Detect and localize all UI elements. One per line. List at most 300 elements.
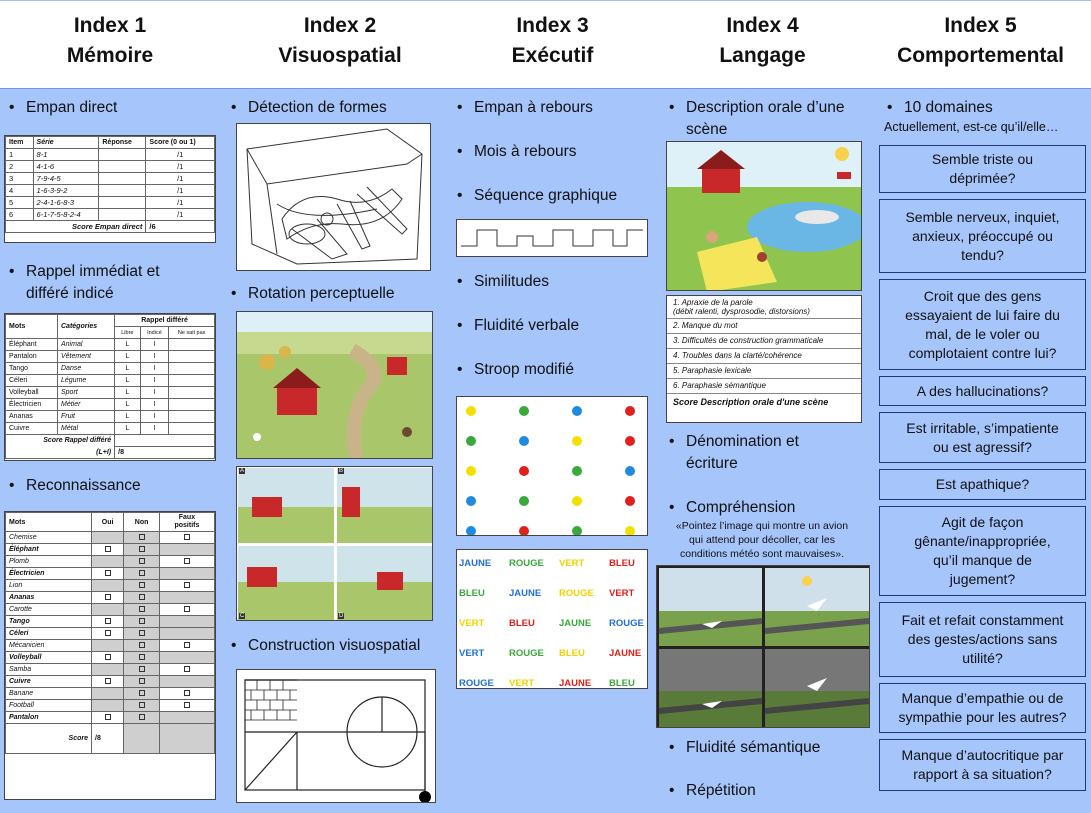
- stroop-word: BLEU: [609, 678, 635, 689]
- rappel-col-mots: Mots: [6, 315, 58, 339]
- behaviour-box: [879, 279, 1086, 370]
- recon-faux-cell: [159, 544, 214, 556]
- table-cell: Électricien: [6, 399, 58, 411]
- table-cell: 6: [6, 209, 34, 221]
- table-cell: [99, 209, 146, 221]
- square-wave-drawing: [457, 220, 648, 257]
- score-item-3: 3. Difficultés de construction grammaticale: [667, 334, 861, 349]
- stroop-dot: [572, 466, 582, 476]
- checkbox-icon[interactable]: [139, 642, 145, 648]
- recon-word: Ananas: [6, 592, 92, 604]
- option-label-c: C: [240, 613, 245, 619]
- stroop-dot: [625, 406, 635, 416]
- option-label-a: A: [240, 468, 245, 474]
- behaviour-line: Fait et refait constamment: [901, 612, 1064, 628]
- behaviour-box: [879, 683, 1086, 733]
- table-cell: /1: [146, 161, 215, 173]
- behaviour-line: Semble triste ou: [931, 151, 1034, 167]
- stroop-dot: [572, 526, 582, 536]
- stroop-dot: [625, 496, 635, 506]
- airplane-weather-images: [657, 566, 870, 728]
- recon-oui-cell: [92, 568, 124, 580]
- checkbox-icon[interactable]: [139, 558, 145, 564]
- recon-word: Volleyball: [6, 652, 92, 664]
- behaviour-box-text: [902, 746, 1064, 784]
- table-cell: I: [140, 375, 169, 387]
- table-cell: L: [115, 363, 140, 375]
- checkbox-icon[interactable]: [105, 678, 111, 684]
- sequence-graphique-image: [456, 219, 648, 257]
- table-cell: I: [140, 363, 169, 375]
- rappel-score-label: Score Rappel différé: [6, 435, 115, 447]
- behaviour-line: déprimée?: [949, 170, 1016, 186]
- empan-score-label: Score Empan direct: [6, 221, 146, 233]
- table-cell: /1: [146, 209, 215, 221]
- item-repetition: • Répétition: [664, 780, 756, 802]
- checkbox-icon[interactable]: [184, 582, 190, 588]
- header-index-1: [0, 11, 220, 71]
- table-cell: L: [115, 387, 140, 399]
- table-cell: 2-4-1-6-8-3: [33, 197, 99, 209]
- stroop-word: JAUNE: [509, 588, 542, 599]
- stroop-dot: [625, 436, 635, 446]
- header-index-5-title: Comportemental: [897, 44, 1064, 67]
- detection-formes-image: [236, 123, 431, 271]
- recon-word: Football: [6, 700, 92, 712]
- recon-faux-cell: [159, 712, 214, 724]
- table-cell: Ananas: [6, 411, 58, 423]
- item-description-orale: [664, 97, 845, 141]
- item-detection-formes: • Détection de formes: [226, 97, 387, 119]
- checkbox-icon[interactable]: [105, 654, 111, 660]
- table-row: [6, 616, 215, 628]
- description-line2: scène: [686, 121, 728, 138]
- header-index-3-number: Index 3: [516, 14, 589, 37]
- checkbox-icon[interactable]: [139, 714, 145, 720]
- checkbox-icon[interactable]: [139, 570, 145, 576]
- behaviour-line: complotaient contre lui?: [908, 344, 1057, 361]
- item-fluidite-semantique: • Fluidité sémantique: [664, 737, 820, 759]
- table-cell: Danse: [58, 363, 115, 375]
- col-serie: Série: [33, 137, 99, 149]
- table-cell: Fruit: [58, 411, 115, 423]
- stroop-word: BLEU: [609, 558, 635, 569]
- table-cell: L: [115, 339, 140, 351]
- table-cell: 5: [6, 197, 34, 209]
- header-index-3: [445, 11, 660, 71]
- checkbox-icon[interactable]: [139, 618, 145, 624]
- behaviour-box: [879, 739, 1086, 791]
- recon-word: Plomb: [6, 556, 92, 568]
- table-cell: [99, 185, 146, 197]
- table-row: [6, 197, 215, 209]
- stroop-dot: [466, 466, 476, 476]
- header-row: [0, 0, 1091, 88]
- recon-oui-cell: [92, 604, 124, 616]
- table-cell: [99, 161, 146, 173]
- recon-oui-cell: [92, 616, 124, 628]
- header-index-5-number: Index 5: [944, 14, 1017, 37]
- rappel-line2: différé indicé: [26, 285, 114, 302]
- behaviour-line: rapport à sa situation?: [913, 766, 1052, 782]
- stroop-word: VERT: [609, 588, 635, 599]
- behaviour-box: [879, 469, 1086, 500]
- quote-line3: conditions météo sont mauvaises».: [679, 548, 844, 560]
- recon-faux-cell: [159, 640, 214, 652]
- rappel-col-nsp: Ne sait pas: [169, 327, 215, 339]
- item-reconnaissance: • Reconnaissance: [4, 475, 141, 497]
- behaviour-question: Actuellement, est-ce qu’il/elle…: [884, 120, 1059, 134]
- comprehension-instruction: [656, 519, 868, 561]
- recon-non-cell: [124, 700, 160, 712]
- table-row: [6, 375, 215, 387]
- recon-oui-cell: [92, 664, 124, 676]
- recon-non-cell: [124, 628, 160, 640]
- behaviour-box-text: [917, 382, 1049, 401]
- score-item-6: 6. Paraphasie sémantique: [667, 379, 861, 394]
- stroop-word: JAUNE: [559, 678, 592, 689]
- table-row: [6, 628, 215, 640]
- stroop-word: JAUNE: [609, 648, 642, 659]
- behaviour-box: [879, 412, 1086, 463]
- table-cell: L: [115, 399, 140, 411]
- header-index-1-number: Index 1: [73, 14, 147, 37]
- recon-col-faux-1: Faux: [178, 514, 196, 521]
- stroop-word: VERT: [459, 618, 485, 629]
- table-cell: [169, 399, 215, 411]
- table-row: [6, 411, 215, 423]
- checkbox-icon[interactable]: [139, 594, 145, 600]
- reconnaissance-table: [4, 511, 216, 800]
- rotation-main-image: [236, 311, 433, 459]
- table-row: [6, 652, 215, 664]
- option-label-b: B: [339, 468, 344, 474]
- stroop-dot: [466, 496, 476, 506]
- complex-figure-drawing: [237, 670, 436, 803]
- checkbox-icon[interactable]: [184, 702, 190, 708]
- rappel-table: [4, 313, 216, 461]
- table-row: [6, 161, 215, 173]
- recon-oui-cell: [92, 712, 124, 724]
- table-cell: 7-9-4-5: [33, 173, 99, 185]
- behaviour-line: Croit que des gens: [923, 287, 1042, 304]
- stroop-dot: [466, 526, 476, 536]
- behaviour-line: qu’il manque de: [933, 552, 1032, 568]
- behaviour-line: anxieux, préoccupé ou: [912, 227, 1053, 244]
- stroop-word: JAUNE: [459, 558, 492, 569]
- table-cell: 4: [6, 185, 34, 197]
- empan-direct-table: [4, 135, 216, 243]
- table-row: [6, 209, 215, 221]
- table-row: [6, 676, 215, 688]
- table-cell: Céleri: [6, 375, 58, 387]
- recon-col-oui: Oui: [92, 513, 124, 532]
- table-cell: 1-6-3-9-2: [33, 185, 99, 197]
- checkbox-icon[interactable]: [139, 582, 145, 588]
- recon-non-cell: [124, 532, 160, 544]
- table-cell: [169, 339, 215, 351]
- denomination-line1: Dénomination et: [686, 433, 799, 450]
- behaviour-line: Agit de façon: [941, 514, 1024, 530]
- table-cell: I: [140, 387, 169, 399]
- recon-non-cell: [124, 676, 160, 688]
- stroop-dot: [572, 436, 582, 446]
- recon-non-cell: [124, 616, 160, 628]
- stroop-dot: [519, 406, 529, 416]
- checkbox-icon[interactable]: [184, 534, 190, 540]
- checkbox-icon[interactable]: [139, 690, 145, 696]
- col-reponse: Réponse: [99, 137, 146, 149]
- checkbox-icon[interactable]: [184, 642, 190, 648]
- recon-word: Carotte: [6, 604, 92, 616]
- table-cell: Sport: [58, 387, 115, 399]
- checkbox-icon[interactable]: [184, 690, 190, 696]
- checkbox-icon[interactable]: [184, 606, 190, 612]
- checkbox-icon[interactable]: [139, 630, 145, 636]
- recon-oui-cell: [92, 544, 124, 556]
- item-rappel: [4, 261, 160, 305]
- table-cell: 8-1: [33, 149, 99, 161]
- header-index-4-number: Index 4: [726, 14, 799, 37]
- score-item-2: 2. Manque du mot: [667, 319, 861, 334]
- table-cell: [169, 363, 215, 375]
- recon-word: Cuivre: [6, 676, 92, 688]
- checkbox-icon[interactable]: [184, 558, 190, 564]
- recon-non-cell: [124, 604, 160, 616]
- recon-non-cell: [124, 664, 160, 676]
- recon-col-non: Non: [124, 513, 160, 532]
- checkbox-icon[interactable]: [139, 678, 145, 684]
- checkbox-icon[interactable]: [184, 666, 190, 672]
- stroop-dot: [519, 496, 529, 506]
- stroop-word: VERT: [509, 678, 535, 689]
- construction-figure: [236, 669, 436, 803]
- checkbox-icon[interactable]: [105, 594, 111, 600]
- recon-oui-cell: [92, 676, 124, 688]
- stroop-dot: [519, 466, 529, 476]
- checkbox-icon[interactable]: [105, 570, 111, 576]
- stroop-dot: [625, 526, 635, 536]
- rotation-options-images: [237, 467, 433, 621]
- recon-faux-cell: [159, 568, 214, 580]
- rappel-score-value: /8: [115, 447, 215, 459]
- checkbox-icon[interactable]: [105, 546, 111, 552]
- item-rotation: • Rotation perceptuelle: [226, 283, 395, 305]
- checkbox-icon[interactable]: [105, 714, 111, 720]
- stroop-dot: [625, 466, 635, 476]
- item-empan-direct: • Empan direct: [4, 97, 117, 119]
- header-index-2-title: Visuospatial: [278, 44, 402, 67]
- behaviour-line: Est apathique?: [935, 476, 1030, 492]
- recon-non-cell: [124, 688, 160, 700]
- table-cell: [169, 387, 215, 399]
- table-cell: /1: [146, 185, 215, 197]
- recon-col-mots: Mots: [6, 513, 92, 532]
- table-cell: [99, 149, 146, 161]
- recon-faux-cell: [159, 592, 214, 604]
- table-row: [6, 423, 215, 435]
- table-row: [6, 712, 215, 724]
- table-cell: Vêtement: [58, 351, 115, 363]
- behaviour-box: [879, 199, 1086, 273]
- table-cell: Tango: [6, 363, 58, 375]
- rappel-line1: Rappel immédiat et: [26, 263, 160, 280]
- behaviour-line: mal, de le voler ou: [925, 325, 1040, 342]
- checkbox-icon[interactable]: [139, 546, 145, 552]
- recon-word: Tango: [6, 616, 92, 628]
- behaviour-box-text: [905, 208, 1059, 265]
- table-cell: L: [115, 351, 140, 363]
- table-row: [6, 351, 215, 363]
- table-cell: I: [140, 423, 169, 435]
- checkbox-icon[interactable]: [139, 666, 145, 672]
- recon-col-faux: [159, 513, 214, 532]
- table-row: [6, 185, 215, 197]
- stroop-word: ROUGE: [509, 558, 544, 569]
- stroop-word: ROUGE: [609, 618, 644, 629]
- header-index-4: [655, 11, 870, 71]
- recon-word: Pantalon: [6, 712, 92, 724]
- table-cell: L: [115, 375, 140, 387]
- denomination-line2: écriture: [686, 455, 738, 472]
- description-score-table: [666, 295, 862, 423]
- behaviour-box-text: [905, 287, 1060, 363]
- header-index-5: [870, 11, 1091, 71]
- recon-faux-cell: [159, 628, 214, 640]
- recon-non-cell: [124, 544, 160, 556]
- table-cell: I: [140, 411, 169, 423]
- behaviour-line: des gestes/actions sans: [907, 631, 1058, 647]
- stroop-words-panel: [456, 549, 648, 689]
- table-cell: I: [140, 399, 169, 411]
- recon-oui-cell: [92, 592, 124, 604]
- item-similitudes: • Similitudes: [452, 271, 549, 293]
- recon-word: Chemise: [6, 532, 92, 544]
- table-row: [6, 339, 215, 351]
- stroop-word: VERT: [459, 648, 485, 659]
- item-mois-rebours: • Mois à rebours: [452, 141, 577, 163]
- table-row: [6, 544, 215, 556]
- table-row: [6, 532, 215, 544]
- table-cell: Animal: [58, 339, 115, 351]
- stroop-word: ROUGE: [459, 678, 494, 689]
- table-cell: Éléphant: [6, 339, 58, 351]
- table-row: [6, 149, 215, 161]
- item-10-domaines: • 10 domaines: [882, 97, 993, 119]
- table-cell: L: [115, 411, 140, 423]
- table-cell: 6-1-7-5-8-2-4: [33, 209, 99, 221]
- empan-score-value: /6: [146, 221, 215, 233]
- description-score-label: Score Description orale d'une scène: [673, 397, 829, 407]
- behaviour-line: jugement?: [949, 571, 1016, 587]
- table-cell: Légume: [58, 375, 115, 387]
- checkbox-icon[interactable]: [139, 654, 145, 660]
- checkbox-icon[interactable]: [105, 618, 111, 624]
- checkbox-icon[interactable]: [105, 630, 111, 636]
- behaviour-line: sympathie pour les autres?: [898, 709, 1067, 725]
- table-row: [6, 399, 215, 411]
- rappel-col-rappel: Rappel différé: [115, 315, 215, 327]
- recon-col-faux-2: positifs: [174, 522, 200, 529]
- table-row: [6, 173, 215, 185]
- behaviour-box: [879, 376, 1086, 406]
- recon-non-cell: [124, 652, 160, 664]
- table-row: [6, 700, 215, 712]
- item-construction: • Construction visuospatial: [226, 635, 420, 657]
- checkbox-icon[interactable]: [139, 702, 145, 708]
- checkbox-icon[interactable]: [139, 606, 145, 612]
- behaviour-box-text: [898, 689, 1066, 727]
- table-cell: I: [140, 351, 169, 363]
- header-index-2: [230, 11, 450, 71]
- behaviour-box-text: [902, 611, 1064, 668]
- stroop-dot: [519, 436, 529, 446]
- rappel-col-libre: Libre: [115, 327, 140, 339]
- behaviour-line: ou est agressif?: [933, 438, 1032, 455]
- recon-faux-cell: [159, 688, 214, 700]
- table-cell: Cuivre: [6, 423, 58, 435]
- recon-faux-cell: [159, 664, 214, 676]
- recon-oui-cell: [92, 532, 124, 544]
- recon-non-cell: [124, 592, 160, 604]
- recon-faux-cell: [159, 700, 214, 712]
- table-cell: /1: [146, 149, 215, 161]
- recon-non-cell: [124, 556, 160, 568]
- behaviour-box-text: [914, 513, 1050, 589]
- table-cell: I: [140, 339, 169, 351]
- stroop-dot: [519, 526, 529, 536]
- stroop-dots-panel: [456, 396, 648, 536]
- recon-word: Mécanicien: [6, 640, 92, 652]
- rappel-col-categories: Catégories: [58, 315, 115, 339]
- table-row: [6, 363, 215, 375]
- recon-non-cell: [124, 712, 160, 724]
- item-sequence-graphique: • Séquence graphique: [452, 185, 617, 207]
- recon-oui-cell: [92, 580, 124, 592]
- table-cell: Pantalon: [6, 351, 58, 363]
- scene-image: [666, 141, 862, 291]
- score-item-1-detail: (débit ralenti, dysprosodie, distorsions): [673, 307, 810, 316]
- stroop-dot: [572, 496, 582, 506]
- recon-word: Électricien: [6, 568, 92, 580]
- item-stroop: • Stroop modifié: [452, 359, 574, 381]
- recon-faux-cell: [159, 532, 214, 544]
- option-label-d: D: [339, 613, 344, 619]
- score-item-1: 1. Apraxie de la parole: [673, 298, 753, 307]
- farm-scene-image: [237, 312, 433, 459]
- table-cell: [169, 375, 215, 387]
- overlapping-shapes-drawing: [237, 124, 431, 271]
- rotation-options-grid: [236, 466, 433, 621]
- stroop-word: VERT: [559, 558, 585, 569]
- picnic-lake-scene: [667, 142, 862, 291]
- quote-line1: «Pointez l’image qui montre un avion: [675, 520, 849, 532]
- table-cell: /1: [146, 197, 215, 209]
- stroop-word: JAUNE: [559, 618, 592, 629]
- stroop-dot: [466, 406, 476, 416]
- table-row: [6, 592, 215, 604]
- item-fluidite-verbale: • Fluidité verbale: [452, 315, 579, 337]
- behaviour-line: Manque d’empathie ou de: [901, 690, 1064, 706]
- table-cell: Métal: [58, 423, 115, 435]
- description-line1: Description orale d’une: [686, 99, 845, 116]
- stroop-word: ROUGE: [509, 648, 544, 659]
- body-area: [0, 88, 1091, 813]
- comprehension-images: [656, 565, 870, 728]
- recon-oui-cell: [92, 628, 124, 640]
- recon-faux-cell: [159, 556, 214, 568]
- checkbox-icon[interactable]: [139, 534, 145, 540]
